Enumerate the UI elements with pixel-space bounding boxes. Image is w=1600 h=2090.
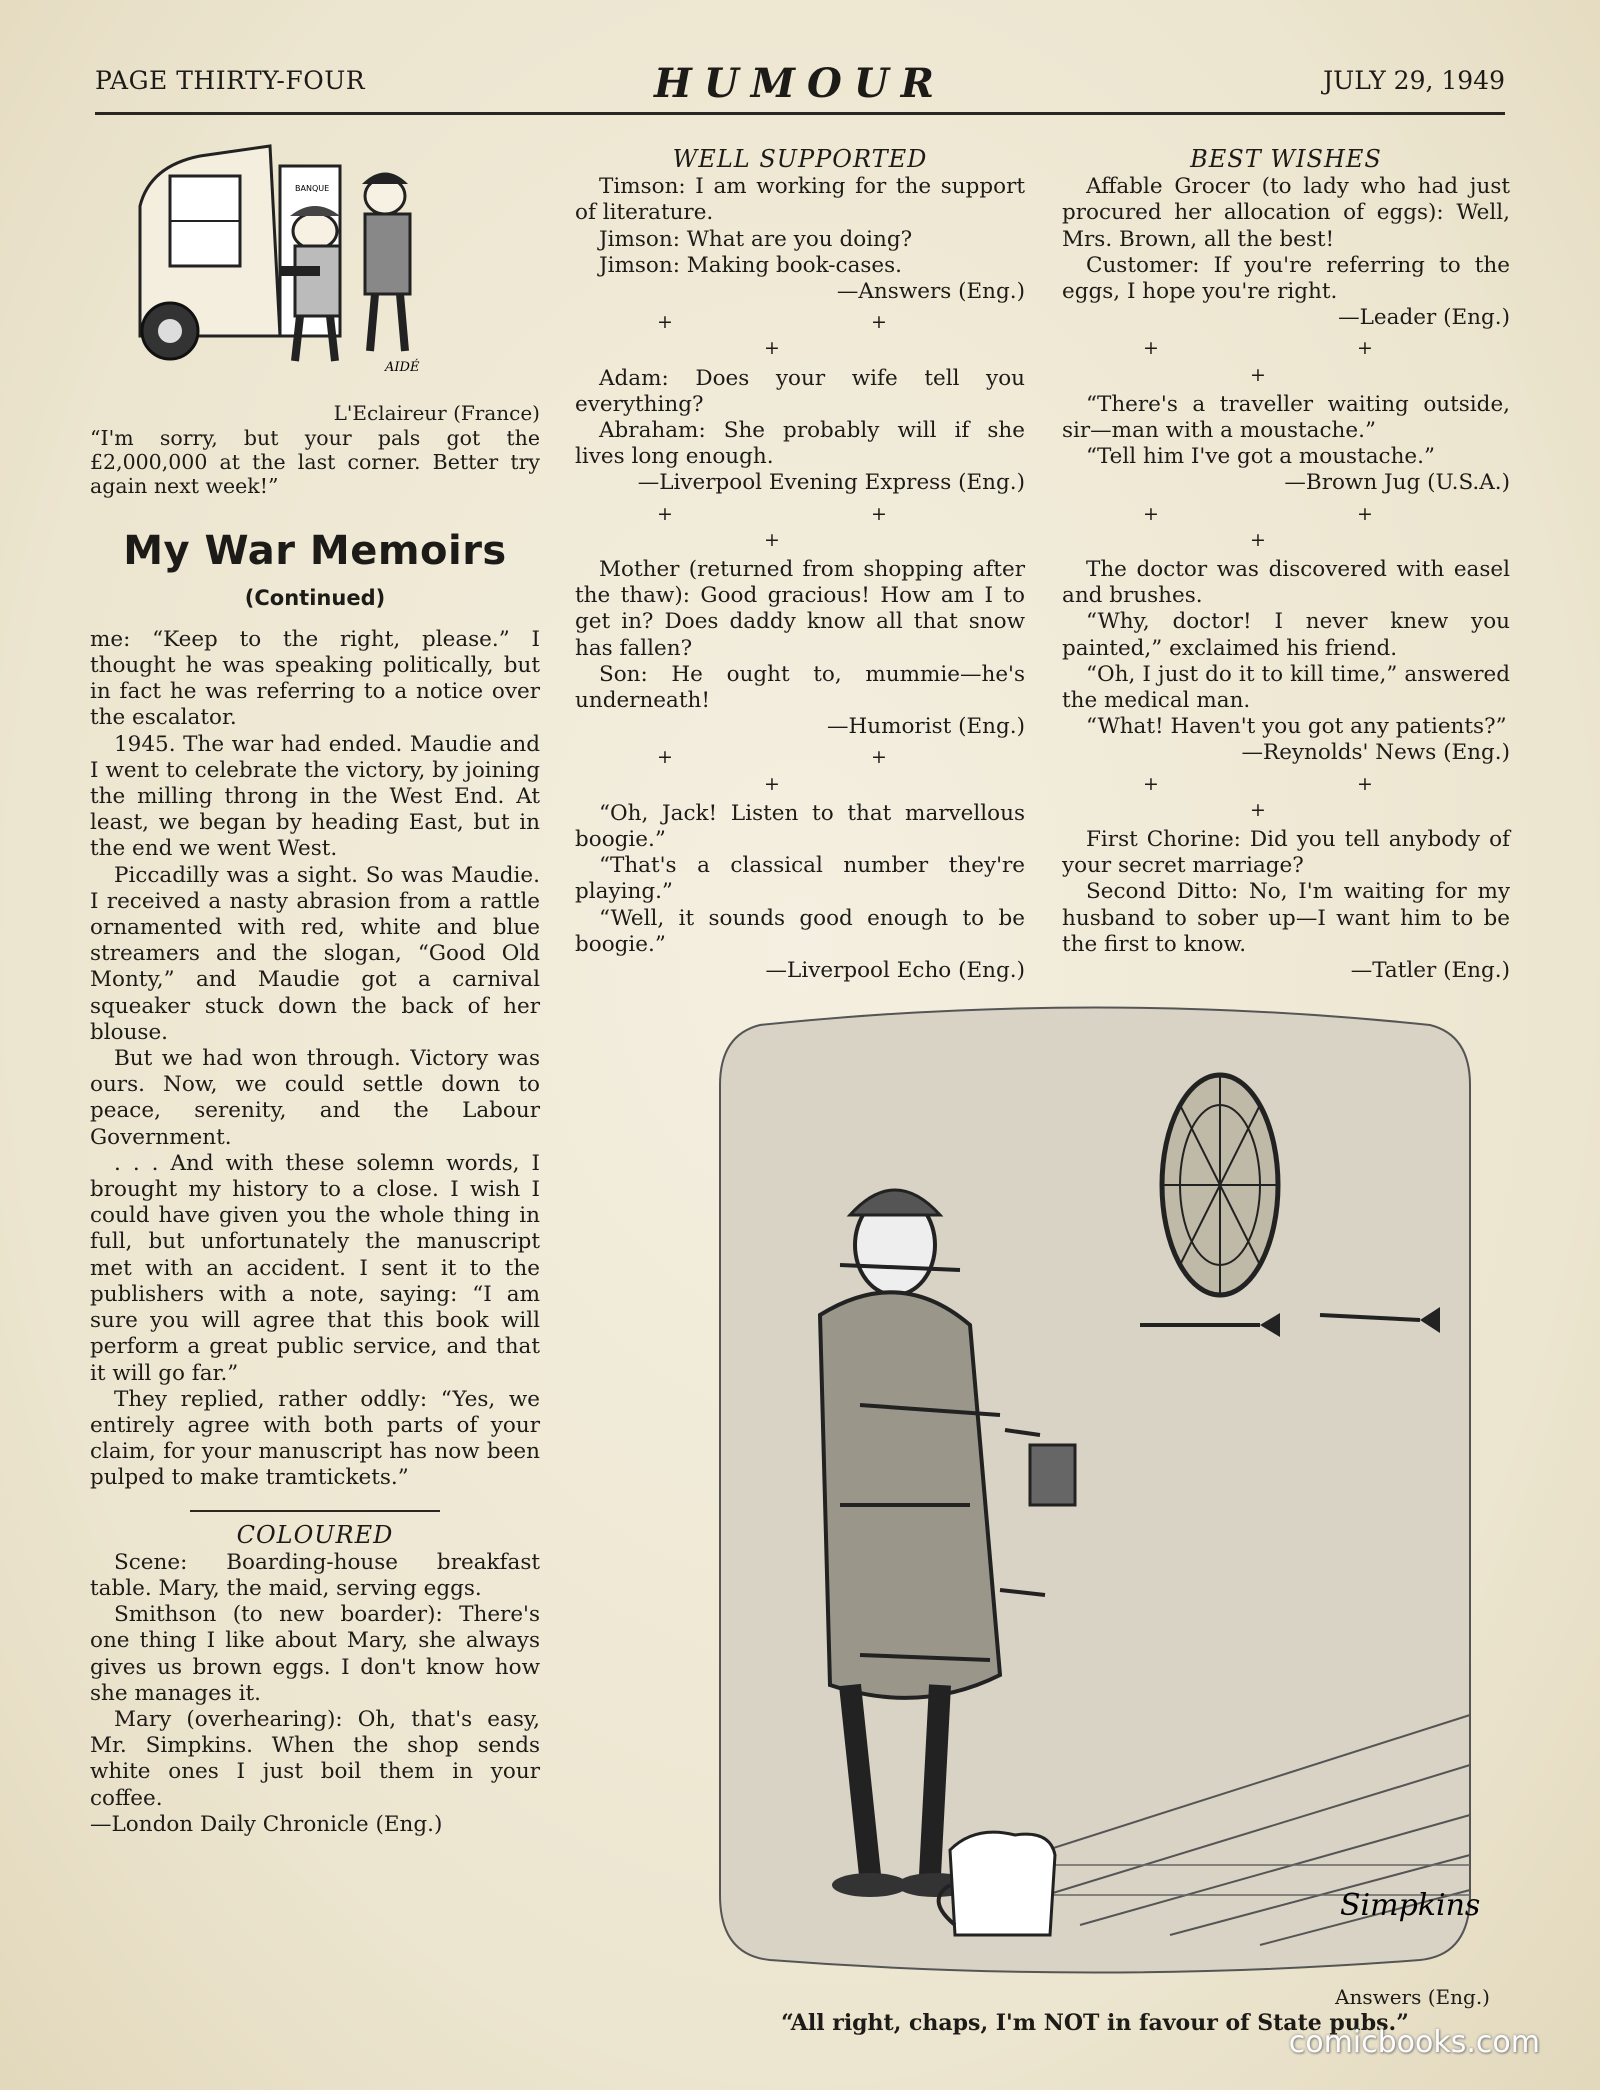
watermark: comicbooks.com [1288, 2025, 1540, 2060]
magazine-title: HUMOUR [654, 60, 946, 107]
joke-line: “Tell him I've got a moustache.” [1086, 444, 1435, 470]
joke-line: “Oh, Jack! Listen to that marvellous boogie.” [575, 800, 1025, 853]
cartoon-darts-illustration [700, 995, 1490, 1985]
joke-line: Timson: I am working for the support of literature. [575, 174, 1025, 226]
coloured-source: —London Daily Chronicle (Eng.) [90, 1811, 443, 1837]
joke-source: —Answers (Eng.) [836, 279, 1025, 305]
coloured-paragraph: Smithson (to new boarder): There's one thing I like about Mary, she always gives us brown eggs. I don't know how she manages it. [90, 1602, 540, 1706]
section-title-best-wishes: BEST WISHES [1190, 145, 1382, 173]
joke-line: The doctor was discovered with easel and brushes. [1062, 557, 1510, 609]
joke-source: —Humorist (Eng.) [826, 714, 1025, 740]
joke-line: Second Ditto: No, I'm waiting for my husband to sober up—I want him to be the first to know. [1062, 879, 1510, 957]
coloured-paragraph: Mary (overhearing): Oh, that's easy, Mr. Simpkins. When the shop sends white ones I just boil them in your coffee. [90, 1706, 540, 1811]
svg-text:BANQUE: BANQUE [295, 184, 330, 193]
column-right [1062, 146, 1510, 984]
joke-line: Affable Grocer (to lady who had just procured her allocation of eggs): Well, Mrs. Brown, all the best! [1062, 174, 1510, 252]
column-left [90, 136, 540, 1838]
joke-source: —Liverpool Evening Express (Eng.) [637, 470, 1025, 496]
joke-line: Son: He ought to, mummie—he's underneath! [575, 661, 1025, 714]
joke-line: “That's a classical number they're playing.” [575, 853, 1025, 905]
article-subtitle: (Continued) [244, 585, 386, 610]
svg-text:AIDÉ: AIDÉ [385, 360, 420, 375]
memoirs-paragraph: 1945. The war had ended. Maudie and I went to celebrate the victory, by joining the milling throng in the West End. At least, we began by heading East, but in the end we went West. [90, 731, 540, 862]
joke-source: —Reynolds' News (Eng.) [1241, 740, 1510, 766]
joke-source: —Liverpool Echo (Eng.) [765, 958, 1025, 984]
joke-line: Mother (returned from shopping after the thaw): Good gracious! How am I to get in? Does daddy know all that snow has fallen? [575, 557, 1025, 661]
coloured-paragraph: Scene: Boarding-house breakfast table. Mary, the maid, serving eggs. [90, 1549, 540, 1601]
section-divider [190, 1510, 440, 1512]
joke-line: “What! Haven't you got any patients?” [1086, 714, 1507, 740]
joke-source: —Brown Jug (U.S.A.) [1284, 470, 1510, 496]
joke-source: —Tatler (Eng.) [1350, 958, 1510, 984]
joke-line: “There's a traveller waiting outside, sir—man with a moustache.” [1062, 391, 1510, 444]
joke-separator: + + + [657, 311, 983, 360]
memoirs-paragraph: But we had won through. Victory was ours. Now, we could settle down to peace, serenity, and the Labour Government. [90, 1046, 540, 1150]
joke-line: “Why, doctor! I never knew you painted,” exclaimed his friend. [1062, 609, 1510, 661]
joke-line: Jimson: What are you doing? [599, 226, 913, 252]
issue-date: JULY 29, 1949 [1323, 66, 1505, 95]
joke-separator: + + + [1143, 502, 1469, 551]
joke-line: Customer: If you're referring to the eggs, I hope you're right. [1062, 252, 1510, 305]
svg-text:Simpkins: Simpkins [1340, 1888, 1481, 1923]
section-title-well-supported: WELL SUPPORTED [672, 145, 928, 173]
joke-line: “Well, it sounds good enough to be boogie.” [575, 905, 1025, 957]
joke-separator: + + + [657, 502, 983, 551]
joke-separator: + + + [1143, 772, 1469, 821]
page-number: PAGE THIRTY-FOUR [95, 66, 366, 95]
article-title: My War Memoirs [123, 528, 507, 575]
memoirs-paragraph: . . . And with these solemn words, I brought my history to a close. I wish I could have given you the whole thing in full, but unfortunately the manuscript met with an accident. I sent it to the publishers with a note, saying: “I am sure you will agree that this book will perform a great public service, and that it will go far.” [90, 1150, 540, 1386]
section-title-coloured: COLOURED [236, 1520, 394, 1549]
joke-line: “Oh, I just do it to kill time,” answered the medical man. [1062, 661, 1510, 714]
cartoon-source: L'Eclaireur (France) [333, 401, 540, 426]
joke-line: Jimson: Making book-cases. [599, 252, 903, 278]
page-header [95, 60, 1505, 110]
joke-line: Adam: Does your wife tell you everything? [575, 365, 1025, 417]
header-rule [95, 112, 1505, 115]
cartoon-source: Answers (Eng.) [1335, 1985, 1490, 2009]
memoirs-paragraph: me: “Keep to the right, please.” I thought he was speaking politically, but in fact he was referring to a notice over the escalator. [90, 626, 540, 731]
column-middle [575, 146, 1025, 984]
joke-source: —Leader (Eng.) [1338, 305, 1510, 331]
joke-line: Abraham: She probably will if she lives long enough. [575, 418, 1025, 470]
cartoon-caption: “I'm sorry, but your pals got the £2,000,000 at the last corner. Better try again next week!” [90, 426, 540, 499]
joke-separator: + + + [657, 746, 983, 795]
memoirs-paragraph: Piccadilly was a sight. So was Maudie. I received a nasty abrasion from a rattle ornamented with red, white and blue streamers and the slogan, “Good Old Monty,” and Maudie got a carnival squeaker stuck down the back of her blouse. [90, 862, 540, 1045]
joke-separator: + + + [1143, 337, 1469, 386]
cartoon-robbery-illustration [130, 136, 450, 381]
cartoon-caption: “All right, chaps, I'm NOT in favour of State pubs.” [781, 2010, 1409, 2036]
memoirs-paragraph: They replied, rather oddly: “Yes, we entirely agree with both parts of your claim, for your manuscript has now been pulped to make tramtickets.” [90, 1386, 540, 1491]
joke-line: First Chorine: Did you tell anybody of your secret marriage? [1062, 827, 1510, 879]
